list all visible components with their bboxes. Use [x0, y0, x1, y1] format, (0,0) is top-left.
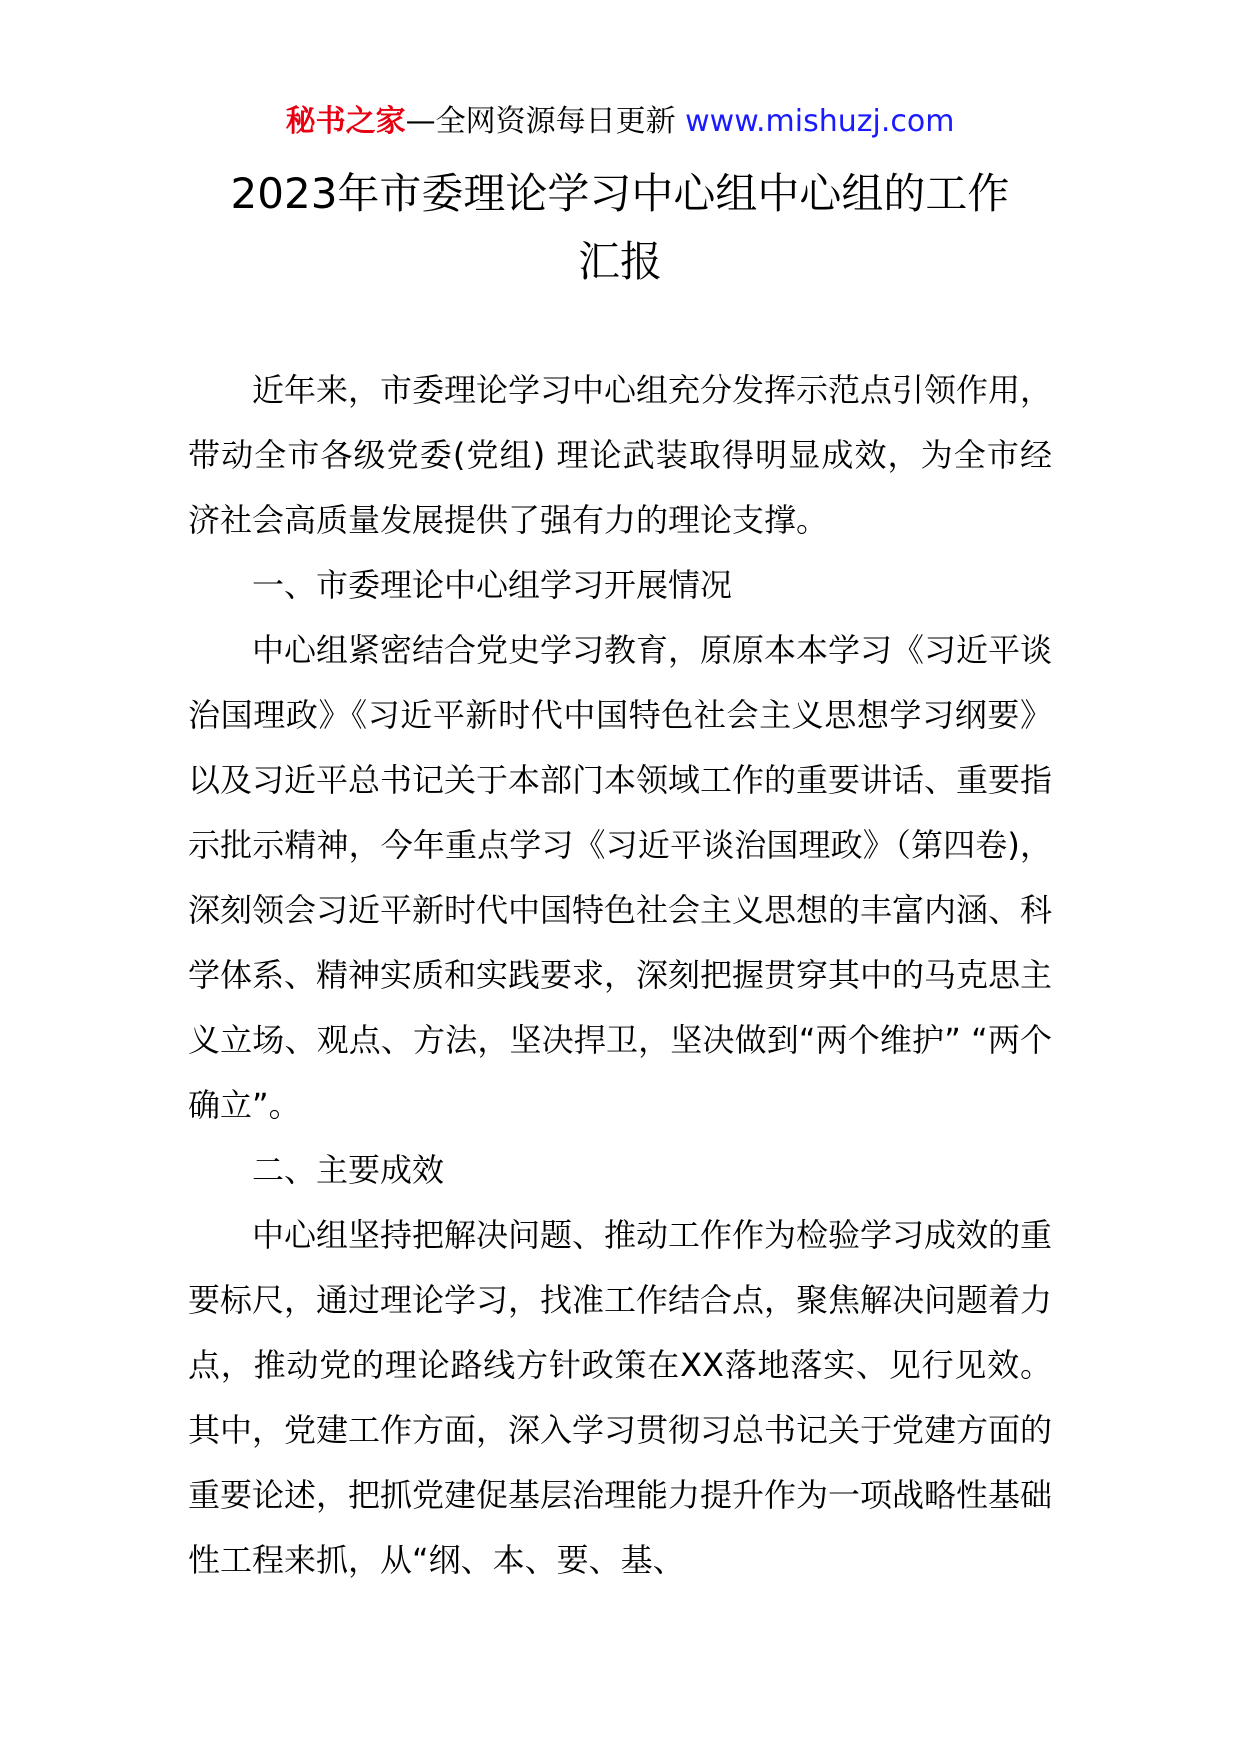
header-tagline: —全网资源每日更新 [405, 104, 676, 139]
section-heading-1: 一、市委理论中心组学习开展情况 [252, 566, 733, 604]
document-body [188, 358, 1052, 1593]
brand-name: 秘书之家 [285, 104, 406, 139]
intro-paragraph: 近年来，市委理论学习中心组充分发挥示范点引领作用，带动全市各级党委(党组) 理论武装取得明显成效，为全市经济社会高质量发展提供了强有力的理论支撑。 [188, 371, 1053, 539]
section-1-paragraph: 中心组紧密结合党史学习教育，原原本本学习《习近平谈治国理政》《习近平新时代中国特色社会主义思想学习纲要》以及习近平总书记关于本部门本领域工作的重要讲话、重要指示批示精神，今年重点学习《习近平谈治国理政》（第四卷)，深刻领会习近平新时代中国特色社会主义思想的丰富内涵、科学体系、精神实质和实践要求，深刻把握贯穿其中的马克思主义立场、观点、方法，坚决捍卫，坚决做到“两个维护” “两个确立”。 [188, 631, 1053, 1124]
title-line-1: 2023年市委理论学习中心组中心组的工作 [230, 169, 1010, 218]
site-url-link[interactable]: www.mishuzj.com [685, 104, 955, 139]
site-header [0, 100, 1240, 144]
document-title [170, 160, 1070, 296]
section-2-paragraph: 中心组坚持把解决问题、推动工作作为检验学习成效的重要标尺，通过理论学习，找准工作结合点，聚焦解决问题着力点，推动党的理论路线方针政策在XX落地落实、见行见效。其中，党建工作方面，深入学习贯彻习总书记关于党建方面的重要论述，把抓党建促基层治理能力提升作为一项战略性基础性工程来抓，从“纲、本、要、基、 [188, 1216, 1053, 1579]
title-line-2: 汇报 [577, 237, 662, 286]
section-heading-2: 二、主要成效 [252, 1151, 445, 1189]
